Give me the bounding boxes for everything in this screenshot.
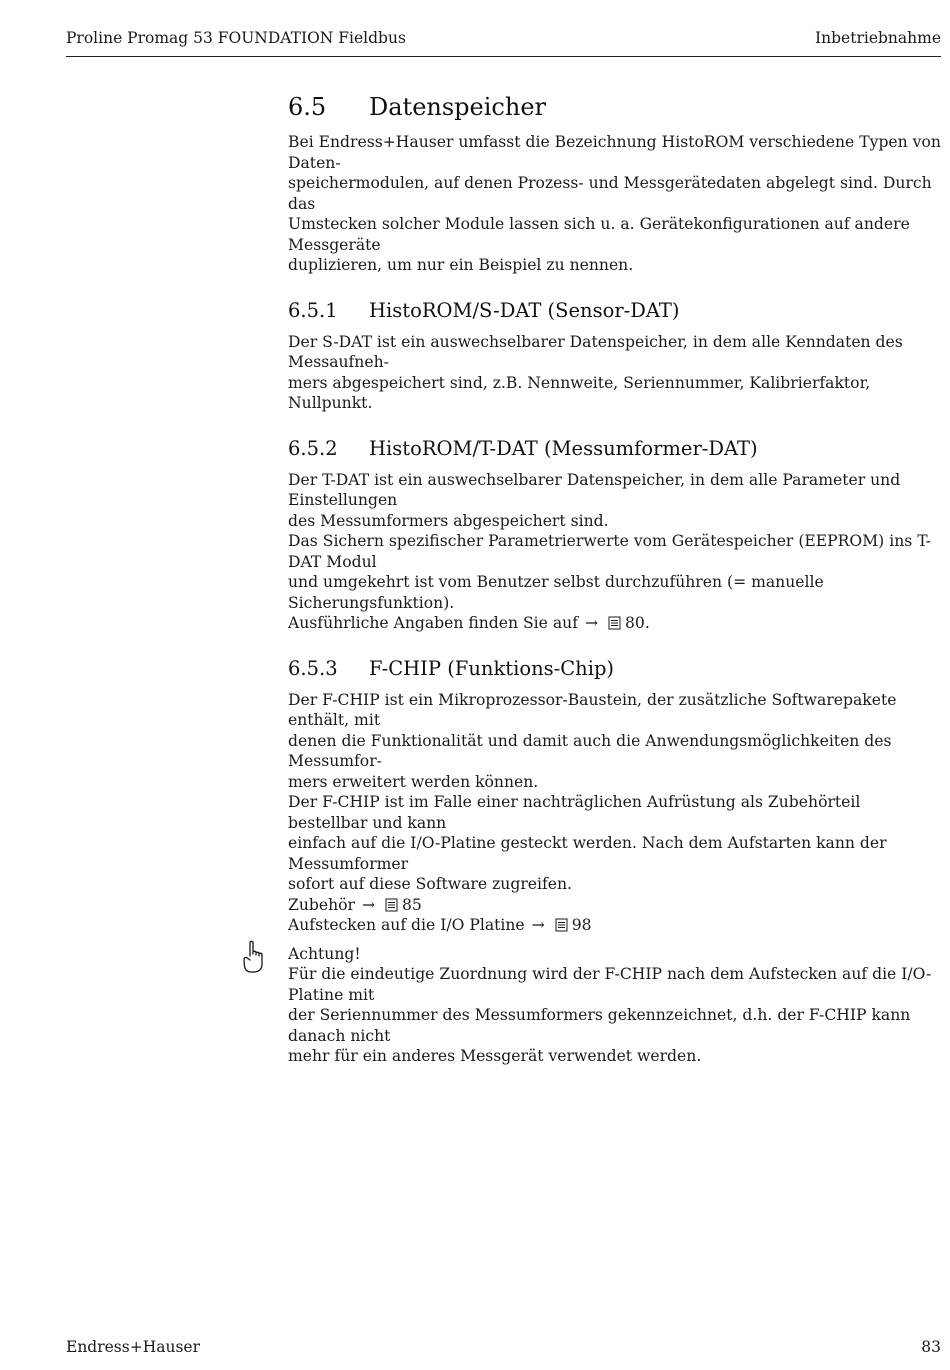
reference-text: Aufstecken auf die I/O Platine [288, 916, 525, 934]
page-reference[interactable] [288, 613, 942, 634]
subsection-heading [288, 656, 942, 682]
subsection-paragraph [288, 690, 942, 936]
arrow-right-icon: → [531, 916, 545, 934]
text-line: des Messumformers abgespeichert sind. [288, 511, 609, 530]
text-line: duplizieren, um nur ein Beispiel zu nennen. [288, 256, 634, 274]
subsection-6-5-2 [288, 436, 942, 634]
header-title: Proline Promag 53 FOUNDATION Fieldbus [66, 29, 406, 47]
page-content [288, 92, 942, 1089]
section-number: 6.5 [288, 93, 327, 121]
arrow-right-icon: → [361, 895, 376, 914]
text-line: Der F-CHIP ist im Falle einer nachträglichen Aufrüstung als Zubehörteil bestellbar und kann [288, 793, 861, 832]
reference-page-number: 80 [625, 614, 645, 632]
text-line: mehr für ein anderes Messgerät verwendet werden. [288, 1047, 702, 1065]
subsection-number: 6.5.2 [288, 436, 338, 460]
text-line: mers abgespeichert sind, z.B. Nennweite, Seriennummer, Kalibrierfaktor, Nullpunkt. [288, 373, 871, 412]
subsection-number: 6.5.1 [288, 298, 338, 322]
text-line: Für die eindeutige Zuordnung wird der F-CHIP nach dem Aufstecken auf die I/O-Platine mit [288, 965, 932, 1004]
pointing-hand-icon [242, 940, 264, 974]
section-title: Datenspeicher [369, 93, 546, 121]
text-line: mers erweitert werden können. [288, 772, 539, 791]
text-line: speichermodulen, auf denen Prozess- und Messgerätedaten abgelegt sind. Durch das [288, 174, 932, 213]
subsection-6-5-3 [288, 656, 942, 1067]
subsection-paragraph [288, 470, 942, 634]
reference-suffix: . [644, 614, 650, 632]
subsection-heading [288, 436, 942, 462]
footer-page-number: 83 [921, 1338, 941, 1356]
text-line: der Seriennummer des Messumformers gekennzeichnet, d.h. der F-CHIP kann danach nicht [288, 1006, 911, 1045]
text-line: Der T-DAT ist ein auswechselbarer Datenspeicher, in dem alle Parameter und Einstellungen [288, 470, 901, 509]
page-reference[interactable] [288, 915, 942, 936]
text-line: Der F-CHIP ist ein Mikroprozessor-Baustein, der zusätzliche Softwarepakete enthält, mit [288, 690, 897, 729]
text-line: denen die Funktionalität und damit auch die Anwendungsmöglichkeiten des Messumfor- [288, 731, 892, 770]
subsection-heading [288, 298, 942, 324]
page-reference[interactable] [288, 895, 942, 916]
text-line: Der S-DAT ist ein auswechselbarer Datenspeicher, in dem alle Kenndaten des Messaufneh- [288, 332, 903, 371]
section-paragraph [288, 132, 942, 276]
reference-page-number: 98 [571, 916, 592, 934]
subsection-title: HistoROM/T-DAT (Messumformer-DAT) [369, 436, 758, 460]
section-heading [288, 92, 942, 122]
subsection-number: 6.5.3 [288, 656, 338, 680]
text-line: Umstecken solcher Module lassen sich u. a. Gerätekonfigurationen auf andere Messgeräte [288, 215, 910, 254]
reference-text: Zubehör [288, 895, 355, 914]
page-reference-icon [555, 918, 568, 932]
subsection-paragraph [288, 332, 942, 414]
text-line: und umgekehrt ist vom Benutzer selbst durchzuführen (= manuelle Sicherungsfunktion). [288, 573, 824, 612]
reference-page-number: 85 [402, 895, 422, 914]
page-reference-icon [608, 616, 621, 630]
reference-text: Ausführliche Angaben finden Sie auf [288, 614, 578, 632]
section-6-5 [288, 92, 942, 276]
subsection-6-5-1 [288, 298, 942, 414]
header-chapter: Inbetriebnahme [815, 29, 941, 47]
subsection-title: F-CHIP (Funktions-Chip) [369, 656, 615, 680]
text-line: einfach auf die I/O-Platine gesteckt werden. Nach dem Aufstarten kann der Messumformer [288, 834, 887, 873]
text-line: sofort auf diese Software zugreifen. [288, 875, 572, 893]
footer-company: Endress+Hauser [66, 1338, 200, 1356]
warning-title: Achtung! [288, 944, 361, 963]
arrow-right-icon: → [584, 614, 599, 632]
header-divider [66, 56, 941, 57]
text-line: Bei Endress+Hauser umfasst die Bezeichnung HistoROM verschiedene Typen von Daten- [288, 133, 941, 172]
text-line: Das Sichern spezifischer Parametrierwerte vom Gerätespeicher (EEPROM) ins T-DAT Modul [288, 532, 931, 571]
page-reference-icon [385, 898, 398, 912]
warning-paragraph [288, 944, 942, 1067]
subsection-title: HistoROM/S-DAT (Sensor-DAT) [369, 298, 680, 322]
warning-note [288, 944, 942, 1067]
